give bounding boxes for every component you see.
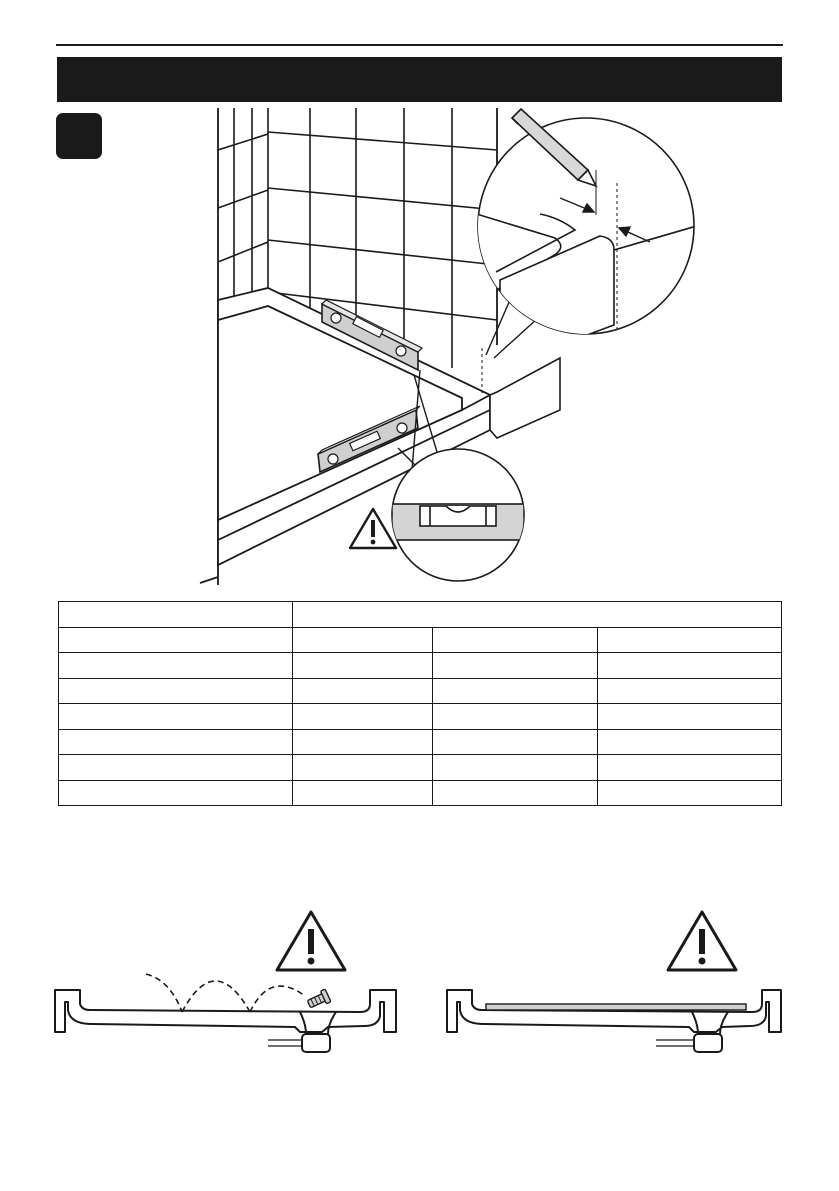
table-cell xyxy=(293,729,433,755)
table-cell xyxy=(59,627,293,653)
table-cell xyxy=(293,755,433,781)
table-cell xyxy=(293,627,433,653)
table-cell xyxy=(433,627,598,653)
step-number-badge xyxy=(56,113,102,159)
tray-with-protective-cover-illustration xyxy=(440,905,790,1055)
table-header-row xyxy=(59,602,782,628)
table-row xyxy=(59,627,782,653)
table-cell xyxy=(293,653,433,679)
bubble-level-detail-callout xyxy=(392,449,524,581)
table-header-value xyxy=(293,602,782,628)
table-row xyxy=(59,729,782,755)
pencil-mark-detail-callout xyxy=(470,109,700,345)
table-cell xyxy=(598,704,782,730)
table-cell xyxy=(598,755,782,781)
tray-profile xyxy=(55,990,396,1052)
warning-triangle-icon xyxy=(277,912,345,970)
warning-triangle-icon xyxy=(668,912,736,970)
table-cell xyxy=(59,755,293,781)
table-row xyxy=(59,704,782,730)
table-cell xyxy=(598,678,782,704)
tray-side-panel xyxy=(490,358,560,438)
tray-with-debris-illustration xyxy=(48,905,408,1055)
screw-icon xyxy=(306,989,331,1011)
table-cell xyxy=(293,704,433,730)
table-cell xyxy=(598,780,782,806)
table-row xyxy=(59,678,782,704)
table-header-label xyxy=(59,602,293,628)
table-cell xyxy=(59,729,293,755)
table-cell xyxy=(433,729,598,755)
table-row xyxy=(59,780,782,806)
table-row xyxy=(59,755,782,781)
table-cell xyxy=(59,653,293,679)
top-rule xyxy=(56,44,783,46)
debris-bounce-path xyxy=(146,974,305,1012)
table-cell xyxy=(293,780,433,806)
shower-tray-leveling-illustration xyxy=(195,108,705,588)
table-cell xyxy=(59,704,293,730)
warning-triangle-icon xyxy=(350,509,396,548)
table-cell xyxy=(433,653,598,679)
specification-table xyxy=(58,601,782,806)
table-cell xyxy=(59,780,293,806)
table-cell xyxy=(598,627,782,653)
tray-profile xyxy=(447,990,781,1052)
table-row xyxy=(59,653,782,679)
table-cell xyxy=(433,704,598,730)
table-cell xyxy=(293,678,433,704)
table-cell xyxy=(598,729,782,755)
table-cell xyxy=(59,678,293,704)
table-cell xyxy=(433,678,598,704)
section-title-bar xyxy=(57,57,782,102)
protective-cover xyxy=(486,1004,746,1010)
table-cell xyxy=(598,653,782,679)
table-cell xyxy=(433,780,598,806)
table-cell xyxy=(433,755,598,781)
